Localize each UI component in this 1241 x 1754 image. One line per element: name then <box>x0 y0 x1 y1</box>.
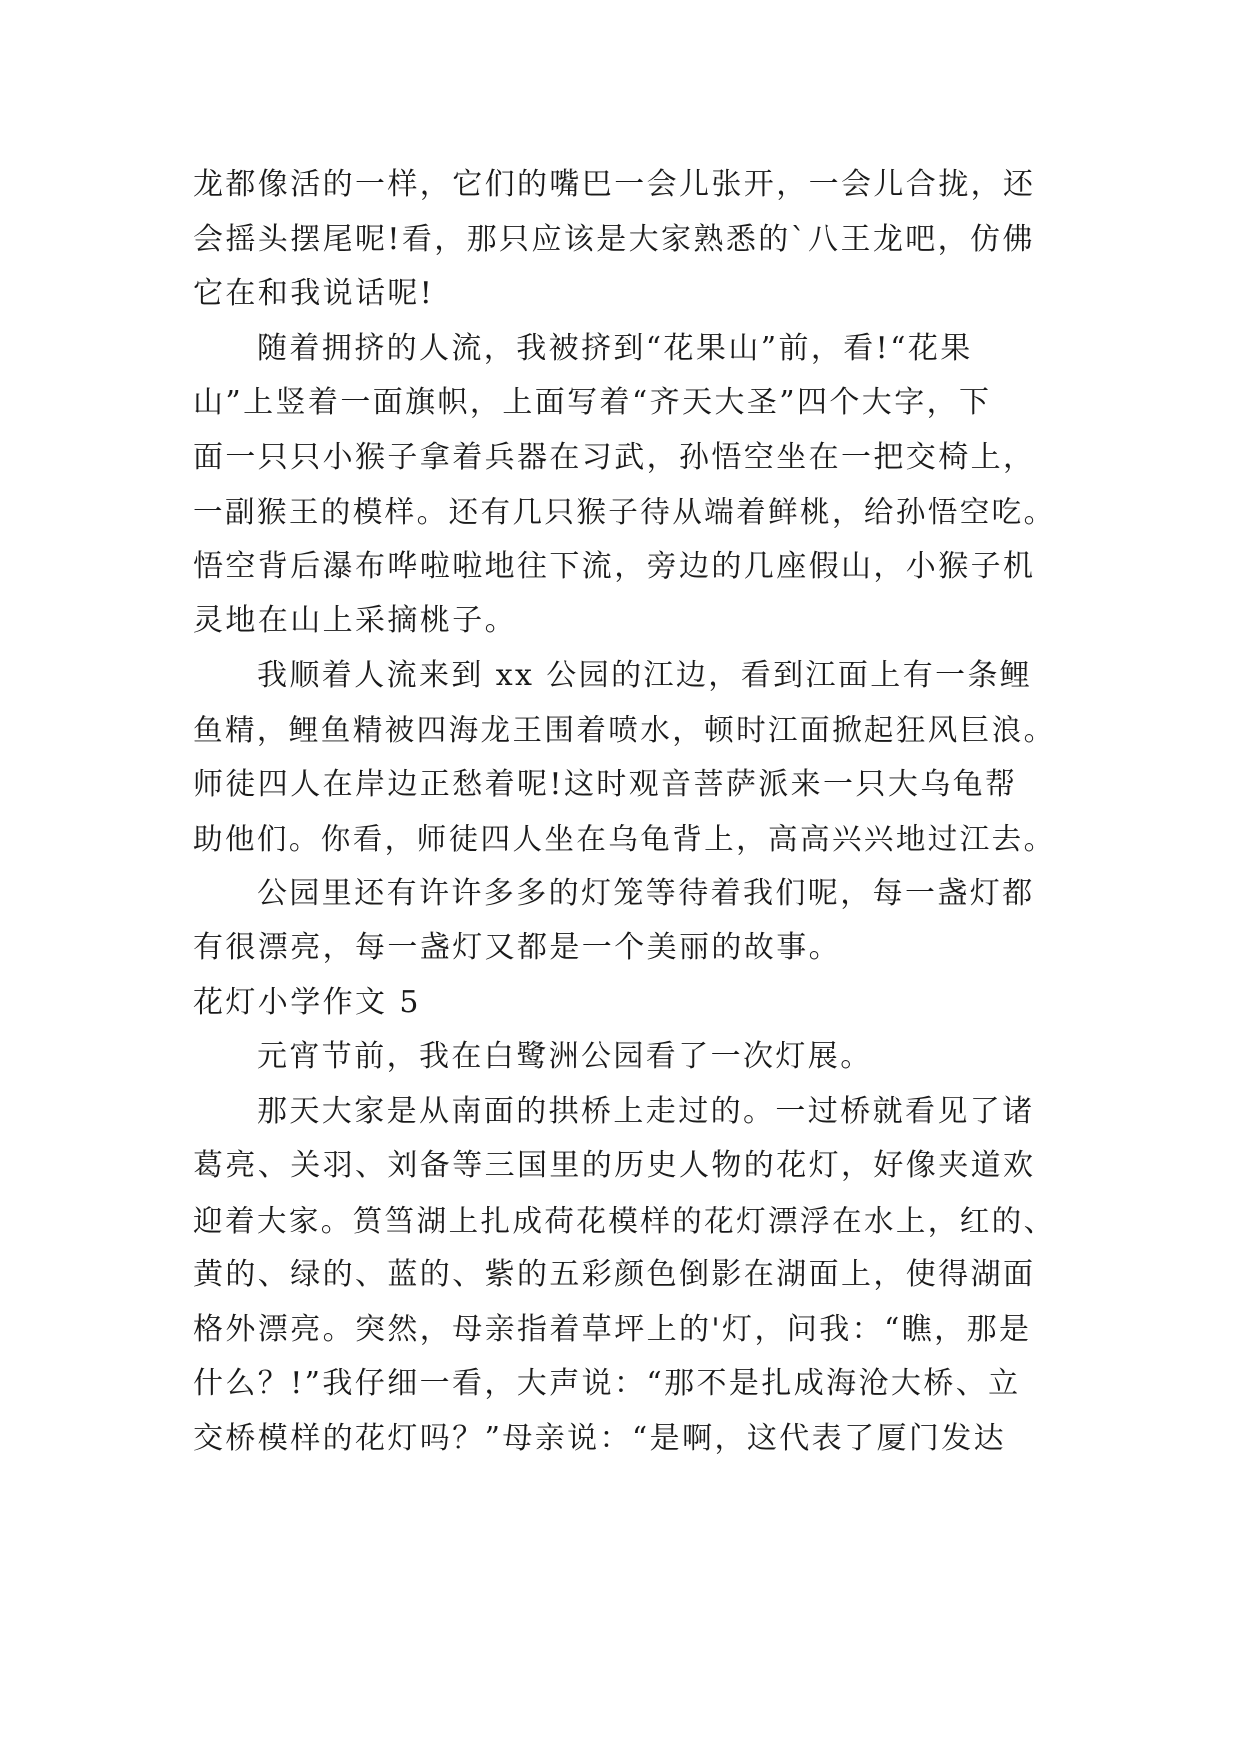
text-line: 一副猴王的模样。还有几只猴子待从端着鲜桃，给孙悟空吃。 <box>193 495 1056 529</box>
text-line: 黄的、绿的、蓝的、紫的五彩颜色倒影在湖面上，使得湖面 <box>193 1257 1036 1292</box>
section-heading: 花灯小学作文 5 <box>193 984 421 1020</box>
text-line: 师徒四人在岸边正愁着呢!这时观音菩萨派来一只大乌龟帮 <box>193 766 1018 802</box>
text-line: 灵地在山上采摘桃子。 <box>193 603 517 638</box>
text-line: 葛亮、关羽、刘备等三国里的历史人物的花灯，好像夹道欢 <box>193 1148 1036 1183</box>
text-line: 助他们。你看，师徒四人坐在乌龟背上，高高兴兴地过江去。 <box>193 822 1056 856</box>
text-line: 龙都像活的一样，它们的嘴巴一会儿张开，一会儿合拢，还 <box>193 167 1036 202</box>
text-line: 面一只只小猴子拿着兵器在习武，孙悟空坐在一把交椅上， <box>193 439 1036 475</box>
paragraph-start-line: 随着拥挤的人流，我被挤到“花果山”前，看!“花果 <box>257 330 973 366</box>
text-line: 悟空背后瀑布哗啦啦地往下流，旁边的几座假山，小猴子机 <box>193 548 1036 584</box>
text-line: 什么？!”我仔细一看，大声说：“那不是扎成海沧大桥、立 <box>193 1366 1021 1401</box>
text-line: 格外漂亮。突然，母亲指着草坪上的'灯，问我：“瞧，那是 <box>193 1311 1032 1347</box>
text-line: 迎着大家。筼筜湖上扎成荷花模样的花灯漂浮在水上，红的、 <box>193 1203 1056 1238</box>
paragraph-start-line: 元宵节前，我在白鹭洲公园看了一次灯展。 <box>257 1039 873 1074</box>
text-line: 有很漂亮，每一盏灯又都是一个美丽的故事。 <box>193 930 841 965</box>
document-body <box>193 158 1055 1466</box>
paragraph-start-line: 公园里还有许许多多的灯笼等待着我们呢，每一盏灯都 <box>257 875 1035 911</box>
paragraph-start-line: 我顺着人流来到 xx 公园的江边，看到江面上有一条鲤 <box>257 657 1033 693</box>
text-line: 交桥模样的花灯吗？”母亲说：“是啊，这代表了厦门发达 <box>193 1420 1007 1456</box>
paragraph-start-line: 那天大家是从南面的拱桥上走过的。一过桥就看见了诸 <box>257 1093 1035 1129</box>
text-line: 鱼精，鲤鱼精被四海龙王围着喷水，顿时江面掀起狂风巨浪。 <box>193 713 1056 747</box>
text-line: 它在和我说话呢! <box>193 276 435 311</box>
text-line: 山”上竖着一面旗帜，上面写着“齐天大圣”四个大字，下 <box>193 385 992 420</box>
text-line: 会摇头摆尾呢!看，那只应该是大家熟悉的`八王龙吧，仿佛 <box>193 221 1035 257</box>
